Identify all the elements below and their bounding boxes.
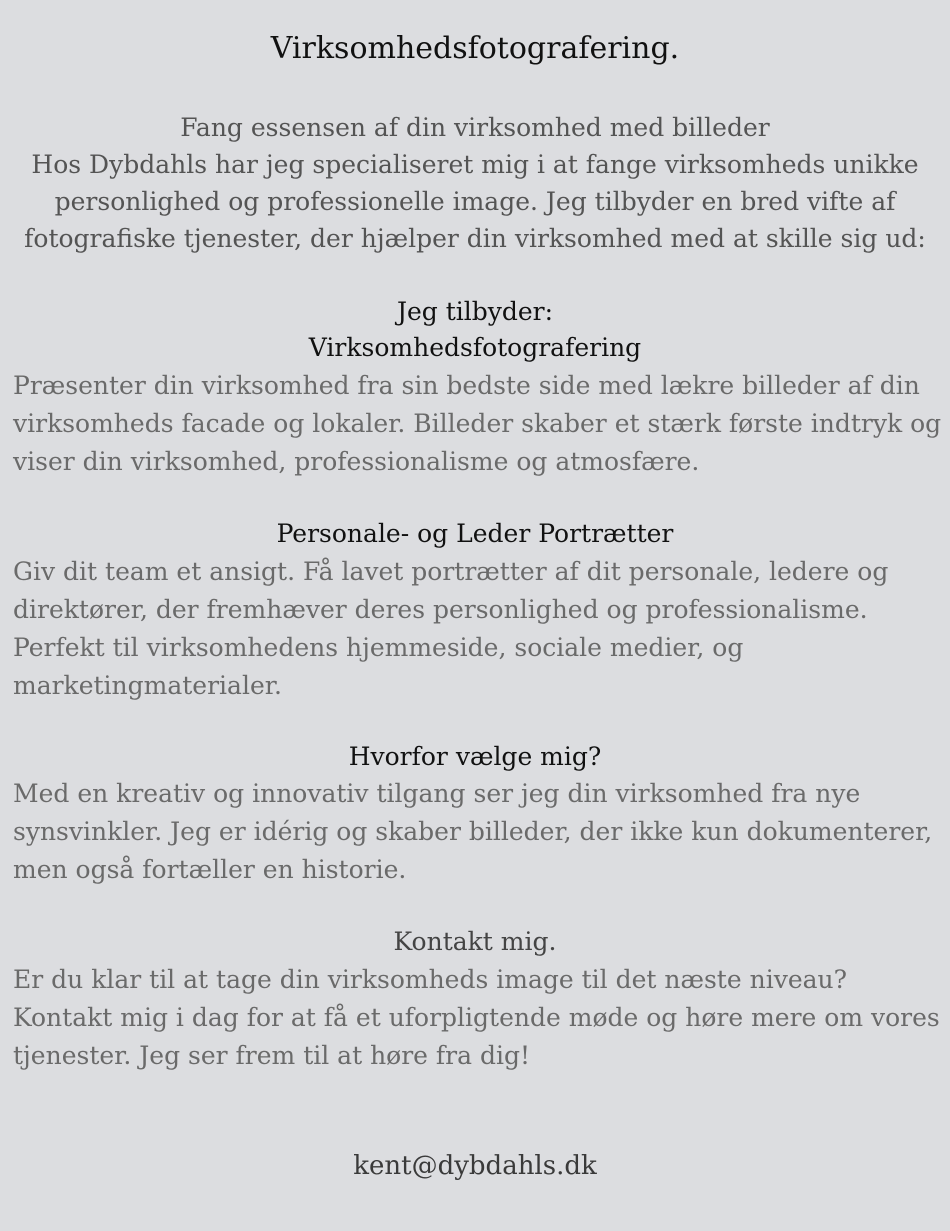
contact-line: Kontakt mig i dag for at få et uforpligtende møde og høre mere om vores [13,1003,940,1032]
why-line: synsvinkler. Jeg er idérig og skaber billeder, der ikke kun dokumenterer, [13,817,933,846]
offer-line: virksomheds facade og lokaler. Billeder skaber et stærk første indtryk og [13,409,942,438]
contact-line: Er du klar til at tage din virksomheds image til det næste niveau? [13,965,848,994]
portraits-line: Perfekt til virksomhedens hjemmeside, sociale medier, og [13,633,744,662]
intro-line: fotografiske tjenester, der hjælper din virksomhed med at skille sig ud: [24,224,926,253]
why-heading: Hvorfor vælge mig? [348,742,602,771]
contact-paragraph [13,961,943,1075]
why-line: men også fortæller en historie. [13,855,407,884]
portraits-line: Giv dit team et ansigt. Få lavet portrætter af dit personale, ledere og [13,557,889,586]
offer-subheading: Virksomhedsfotografering [308,333,642,362]
offer-line: viser din virksomhed, professionalisme og atmosfære. [13,447,700,476]
contact-line: tjenester. Jeg ser frem til at høre fra dig! [13,1041,531,1070]
intro-line: Hos Dybdahls har jeg specialiseret mig i at fange virksomheds unikke [31,150,919,179]
intro-line: Fang essensen af din virksomhed med billeder [180,113,770,142]
why-line: Med en kreativ og innovativ tilgang ser jeg din virksomhed fra nye [13,779,861,808]
portraits-paragraph [13,553,943,705]
offer-paragraph [13,367,943,481]
portraits-heading: Personale- og Leder Portrætter [276,519,674,548]
intro-text [0,109,950,257]
contact-email: kent@dybdahls.dk [353,1151,597,1181]
contact-heading: Kontakt mig. [393,927,557,956]
portraits-line: marketingmaterialer. [13,671,282,700]
offer-line: Præsenter din virksomhed fra sin bedste side med lækre billeder af din [13,371,920,400]
portraits-line: direktører, der fremhæver deres personlighed og professionalisme. [13,595,868,624]
page-title: Virksomhedsfotografering. [270,31,680,66]
why-paragraph [13,775,943,889]
intro-line: personlighed og professionelle image. Jeg tilbyder en bred vifte af [54,187,896,216]
offer-heading: Jeg tilbyder: [396,297,554,326]
